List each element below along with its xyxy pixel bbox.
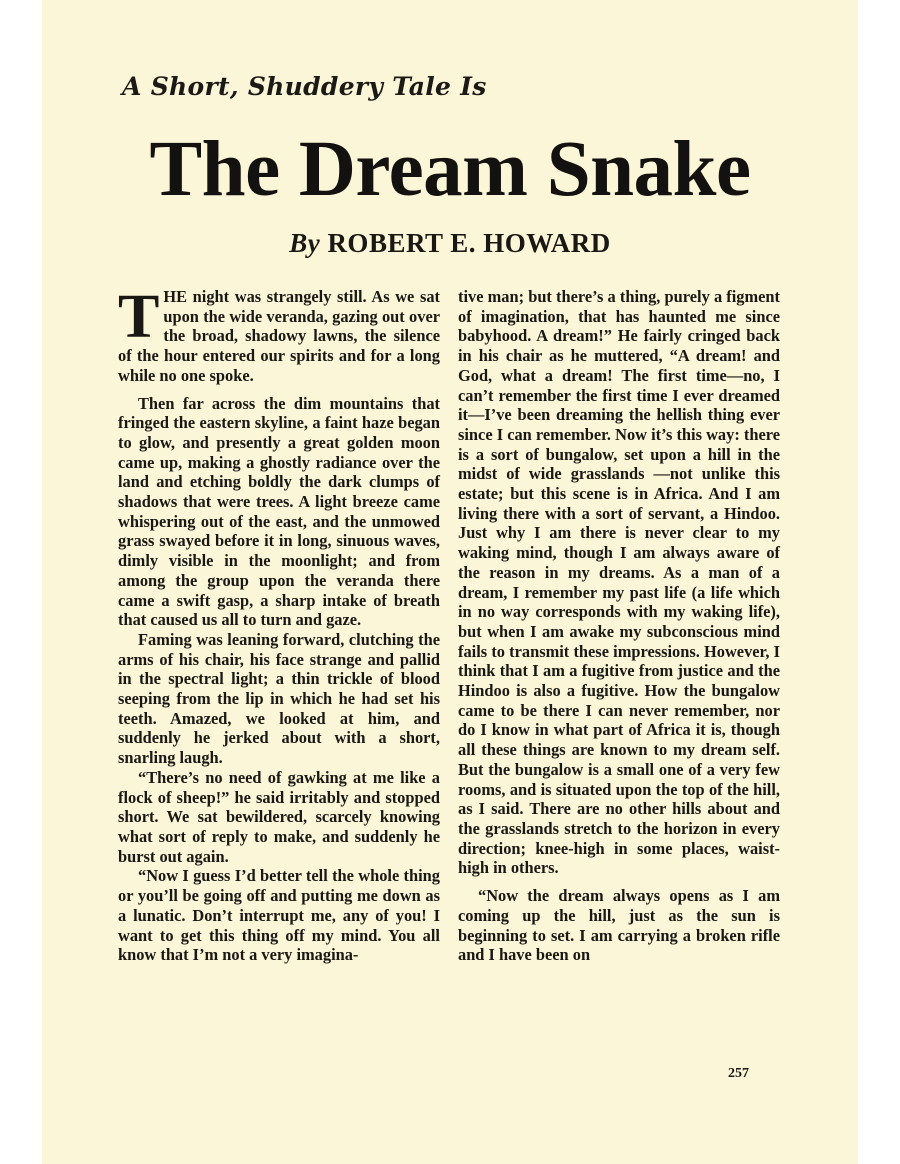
paragraph-text: HE night was strangely still. As we sat upon the wide veranda, gazing out over the broad, shadowy lawns, the silence of the hour entered our spirits and for a long while no one spoke. [118, 287, 440, 385]
paragraph: Faming was leaning forward, clutching the arms of his chair, his face strange and pallid in the spectral light; a thin trickle of blood seeping from the lip in which he had set his teeth. Amazed, we looked at him, and suddenly he jerked about with a short, snarling laugh. [118, 629, 440, 768]
paragraph [118, 283, 440, 386]
byline-by: By [289, 228, 321, 258]
left-column [118, 283, 440, 965]
byline [42, 228, 858, 259]
paragraph: Then far across the dim mountains that fringed the eastern skyline, a faint haze began to glow, and presently a great golden moon came up, making a ghostly radiance over the land and etching boldly the dark clumps of shadows that were trees. A light breeze came whispering out of the east, and the unmowed grass swayed before it in long, sinuous waves, dimly visible in the moonlight; and from among the group upon the veranda there came a swift gasp, a sharp intake of breath that caused us all to turn and gaze. [118, 393, 440, 630]
paragraph: “Now the dream always opens as I am coming up the hill, just as the sun is beginning to set. I am carrying a broken rifle and I have been on [458, 886, 780, 965]
right-column [458, 287, 780, 965]
paragraph: “Now I guess I’d better tell the whole thing or you’ll be going off and putting me down as a lunatic. Don’t interrupt me, any of you! I want to get this thing off my mind. You all know that I’m not a very imagina- [118, 866, 440, 965]
paragraph: “There’s no need of gawking at me like a flock of sheep!” he said irritably and stopped short. We sat bewildered, scarcely knowing what sort of reply to make, and suddenly he burst out again. [118, 767, 440, 866]
page-number: 257 [728, 1066, 749, 1081]
drop-cap: T [118, 283, 160, 351]
author-name: ROBERT E. HOWARD [327, 228, 611, 258]
magazine-page [42, 0, 858, 1164]
story-title: The Dream Snake [149, 126, 751, 213]
paragraph: tive man; but there’s a thing, purely a figment of imagination, that has haunted me since babyhood. A dream!” He fairly cringed back in his chair as he muttered, “A dream! and God, what a dream! The first time—no, I can’t remember the first time I ever dreamed it—I’ve been dreaming the hellish thing ever since I can remember. Now it’s this way: there is a sort of bungalow, set upon a hill in the midst of wide grasslands —not unlike this estate; but this scene is in Africa. And I am living there with a sort of servant, a Hindoo. Just why I am there is never clear to my waking mind, though I am always aware of the reason in my dreams. As a man of a dream, I remember my past life (a life which in no way corresponds with my waking life), but when I am awake my subconscious mind fails to transmit these impressions. However, I think that I am a fugitive from justice and the Hindoo is also a fugitive. How the bungalow came to be there I can never remember, nor do I know in what part of Africa it is, though all these things are known to my dream self. But the bungalow is a small one of a very few rooms, and is situated upon the top of the hill, as I said. There are no other hills about and the grasslands stretch to the horizon in every direction; knee-high in some places, waist-high in others. [458, 287, 780, 878]
kicker-text: A Short, Shuddery Tale Is [122, 72, 487, 101]
